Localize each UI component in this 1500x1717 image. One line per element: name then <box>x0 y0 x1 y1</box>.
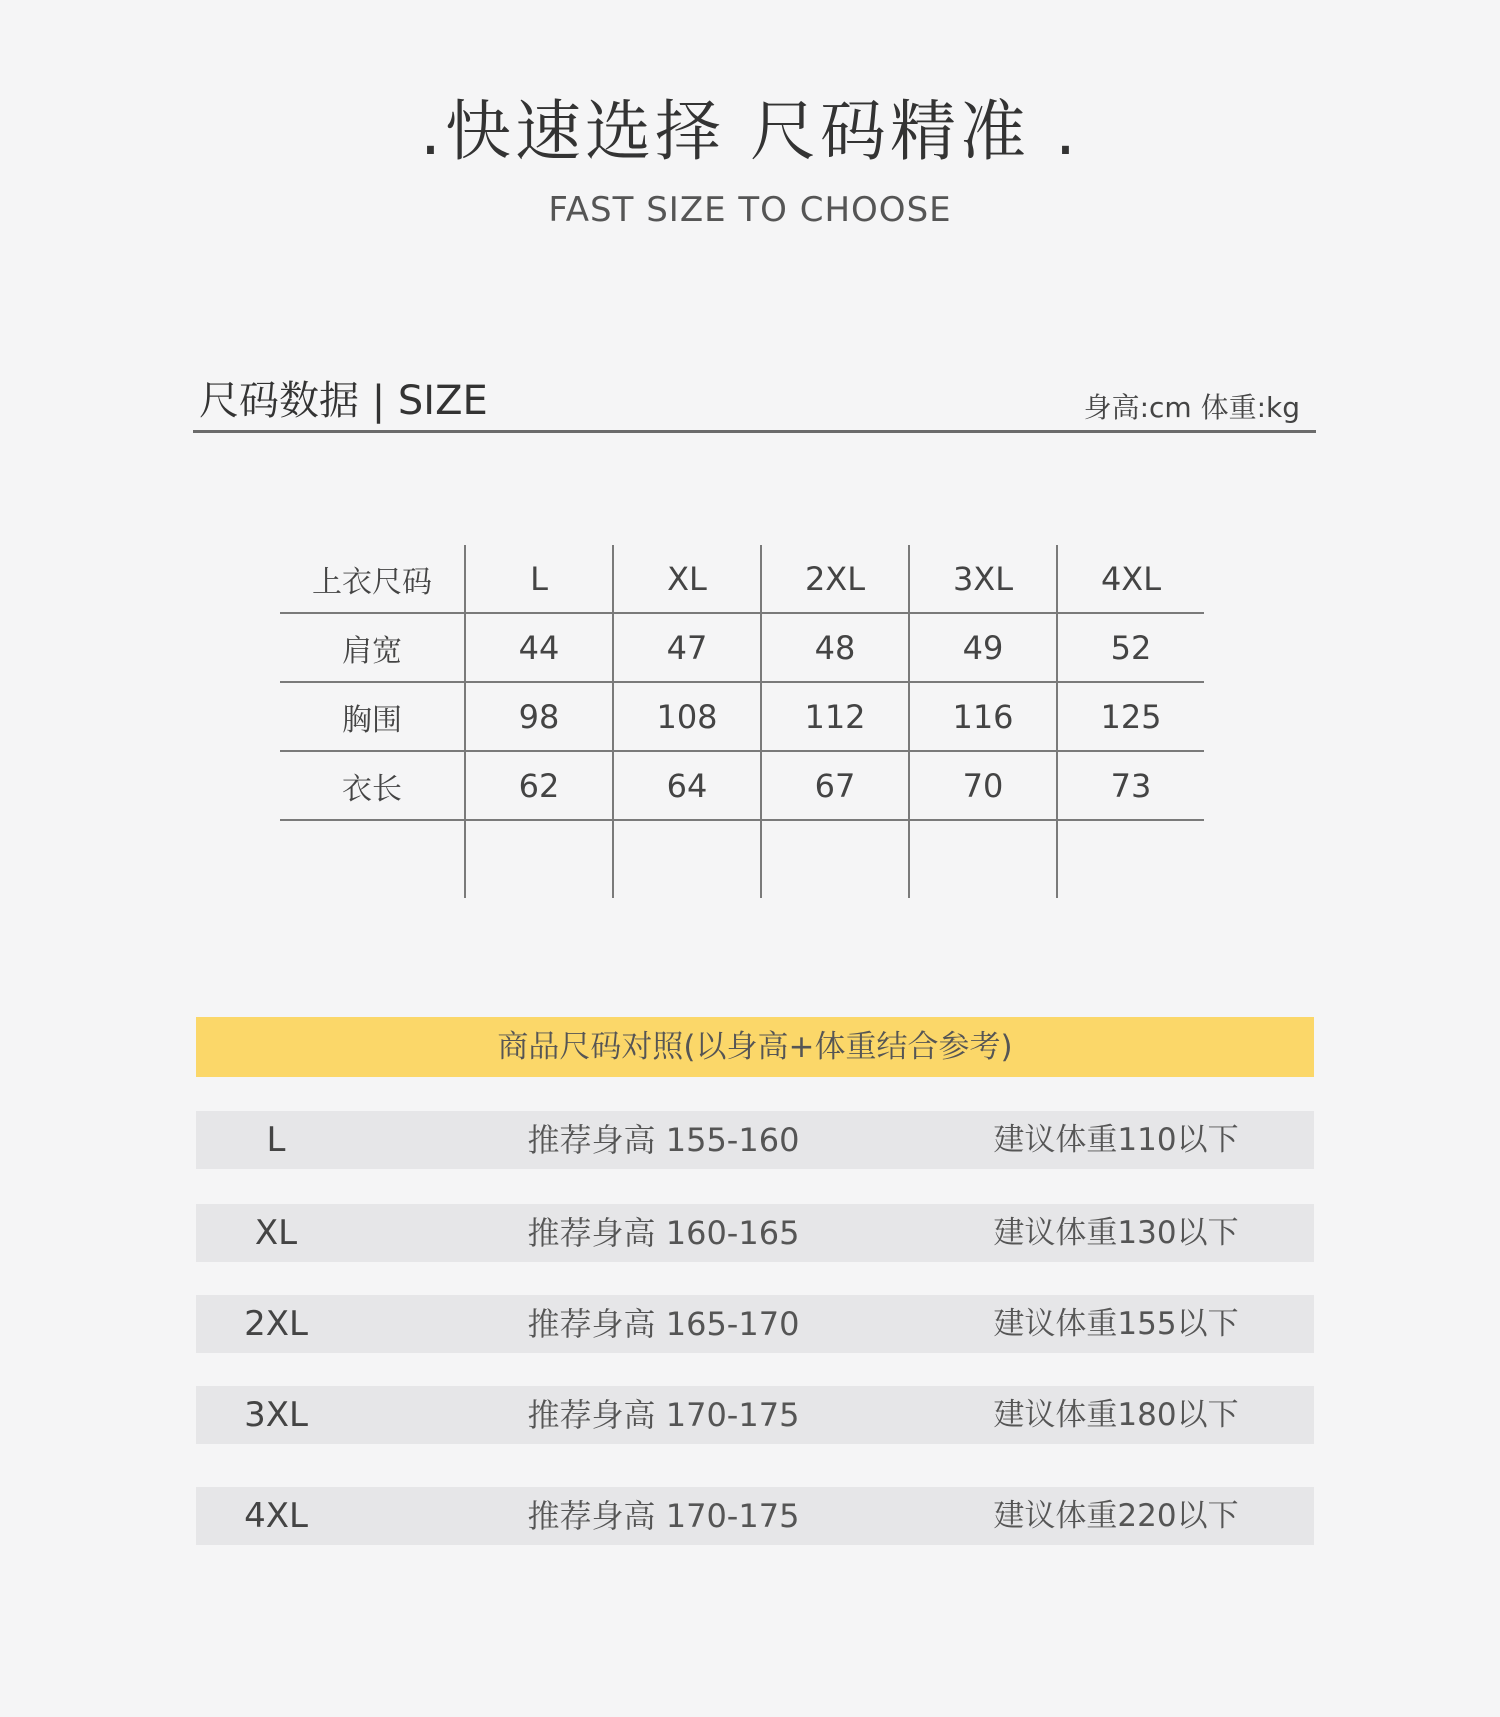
table-cell: 108 <box>613 682 761 751</box>
size-table-header-row <box>280 545 1204 613</box>
table-row-empty <box>280 820 1204 898</box>
page-title: .快速选择 尺码精准 . <box>420 93 1080 170</box>
table-row-label: 胸围 <box>280 682 465 751</box>
recommend-size: XL <box>254 1213 298 1253</box>
recommend-height: 推荐身高 170-175 <box>527 1497 800 1535</box>
recommend-weight: 建议体重180以下 <box>993 1397 1239 1433</box>
recommend-height: 推荐身高 160-165 <box>527 1214 800 1252</box>
table-cell: 52 <box>1057 613 1204 682</box>
table-cell: 73 <box>1057 751 1204 820</box>
table-cell: 98 <box>465 682 613 751</box>
table-cell: 64 <box>613 751 761 820</box>
recommend-row <box>196 1111 1314 1169</box>
table-row <box>280 751 1204 820</box>
recommend-row <box>196 1487 1314 1545</box>
table-cell: 62 <box>465 751 613 820</box>
table-header-cell: 4XL <box>1057 545 1204 613</box>
recommend-size: 2XL <box>244 1304 308 1344</box>
size-section-title: 尺码数据 | SIZE <box>199 378 488 424</box>
recommend-height: 推荐身高 155-160 <box>527 1121 800 1159</box>
table-cell-empty <box>613 820 761 898</box>
recommend-size: 3XL <box>244 1395 308 1435</box>
recommend-size: L <box>266 1120 286 1160</box>
table-header-cell: L <box>465 545 613 613</box>
table-header-cell: 3XL <box>909 545 1057 613</box>
table-row-label: 衣长 <box>280 751 465 820</box>
table-cell-empty <box>280 820 465 898</box>
table-cell: 112 <box>761 682 909 751</box>
recommend-weight: 建议体重130以下 <box>993 1215 1239 1251</box>
page-subtitle: FAST SIZE TO CHOOSE <box>548 190 952 230</box>
recommend-size: 4XL <box>244 1496 308 1536</box>
recommend-row <box>196 1295 1314 1353</box>
size-section-header <box>193 375 1316 433</box>
recommend-weight: 建议体重155以下 <box>993 1306 1239 1342</box>
table-cell: 70 <box>909 751 1057 820</box>
recommend-row <box>196 1386 1314 1444</box>
table-cell-empty <box>909 820 1057 898</box>
table-cell-empty <box>465 820 613 898</box>
table-row <box>280 682 1204 751</box>
table-row-label: 肩宽 <box>280 613 465 682</box>
table-cell: 125 <box>1057 682 1204 751</box>
table-header-cell: 上衣尺码 <box>280 545 465 613</box>
recommend-height: 推荐身高 165-170 <box>527 1305 800 1343</box>
table-cell: 116 <box>909 682 1057 751</box>
table-cell: 67 <box>761 751 909 820</box>
size-table <box>280 545 1204 898</box>
table-cell: 47 <box>613 613 761 682</box>
recommend-row <box>196 1204 1314 1262</box>
table-cell: 48 <box>761 613 909 682</box>
table-cell: 49 <box>909 613 1057 682</box>
recommend-title-bar: 商品尺码对照(以身高+体重结合参考) <box>196 1017 1314 1077</box>
recommend-weight: 建议体重110以下 <box>993 1122 1239 1158</box>
table-header-cell: 2XL <box>761 545 909 613</box>
recommend-weight: 建议体重220以下 <box>993 1498 1239 1534</box>
recommend-height: 推荐身高 170-175 <box>527 1396 800 1434</box>
table-cell-empty <box>761 820 909 898</box>
table-cell: 44 <box>465 613 613 682</box>
table-row <box>280 613 1204 682</box>
table-cell-empty <box>1057 820 1204 898</box>
table-header-cell: XL <box>613 545 761 613</box>
units-note: 身高:cm 体重:kg <box>1083 391 1300 424</box>
